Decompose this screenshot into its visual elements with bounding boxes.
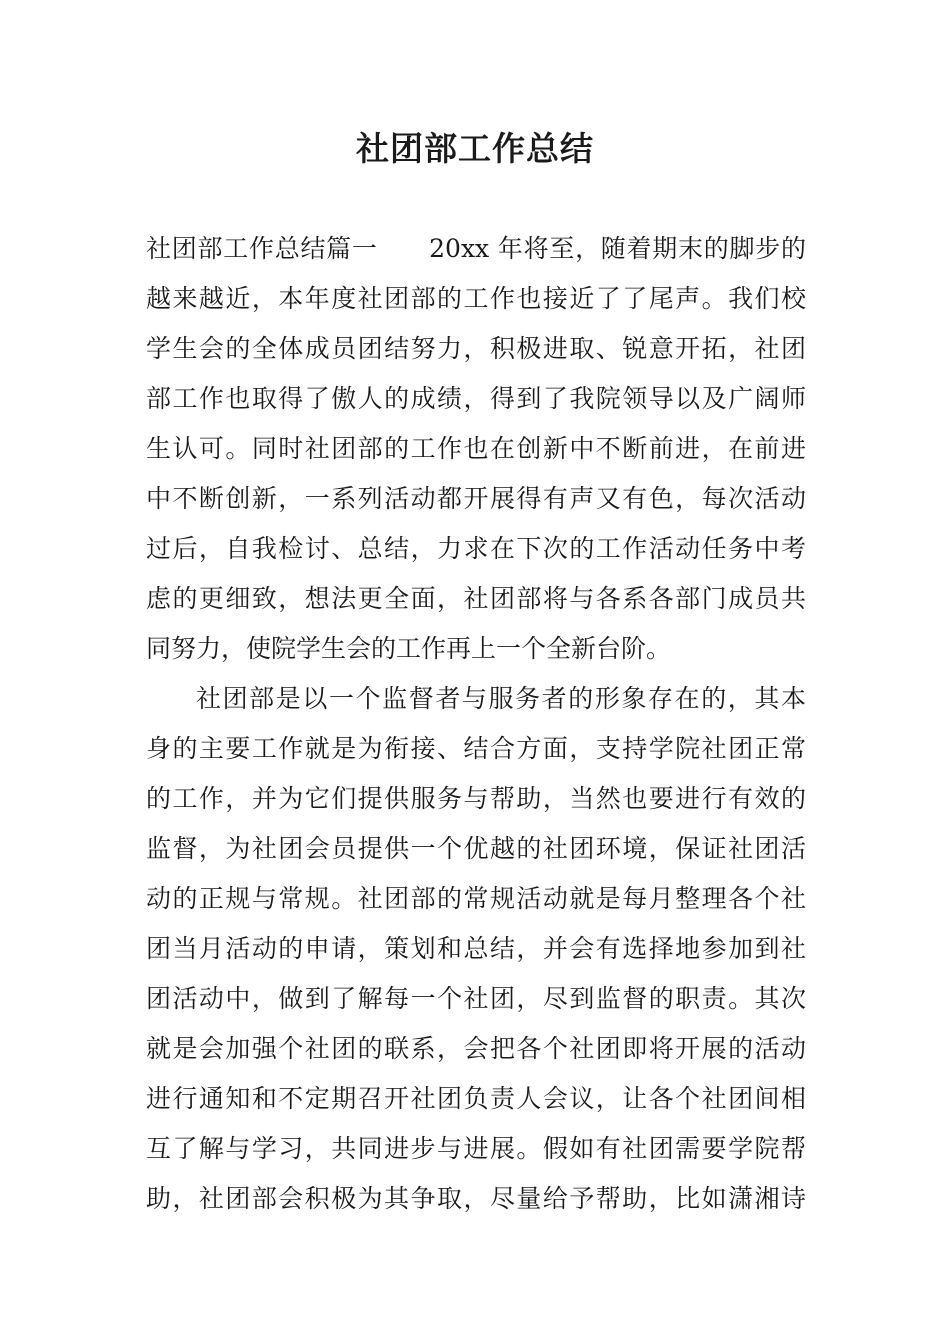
paragraph-2-line-6: 团当月活动的申请，策划和总结，并会有选择地参加到社: [146, 934, 806, 963]
paragraph-1-line-1: 社团部工作总结篇一 20xx 年将至，随着期末的脚步的: [146, 234, 806, 263]
paragraph-2-line-1: 社团部是以一个监督者与服务者的形象存在的，其本: [196, 684, 806, 713]
paragraph-1-line-5: 生认可。同时社团部的工作也在创新中不断前进，在前进: [146, 434, 806, 463]
document-body: [146, 224, 806, 1224]
paragraph-1-line-6: 中不断创新，一系列活动都开展得有声又有色，每次活动: [146, 484, 806, 513]
paragraph-1-line-8: 虑的更细致，想法更全面，社团部将与各系各部门成员共: [146, 584, 806, 613]
paragraph-2-line-2: 身的主要工作就是为衔接、结合方面，支持学院社团正常: [146, 734, 806, 763]
paragraph-1-line-3: 学生会的全体成员团结努力，积极进取、锐意开拓，社团: [146, 334, 806, 363]
paragraph-2-line-5: 动的正规与常规。社团部的常规活动就是每月整理各个社: [146, 884, 806, 913]
paragraph-2-line-7: 团活动中，做到了解每一个社团，尽到监督的职责。其次: [146, 984, 806, 1013]
paragraph-2-line-9: 进行通知和不定期召开社团负责人会议，让各个社团间相: [146, 1084, 806, 1113]
paragraph-1-line-2: 越来越近，本年度社团部的工作也接近了了尾声。我们校: [146, 284, 806, 313]
document-title: 社团部工作总结: [356, 129, 594, 168]
paragraph-2-line-4: 监督，为社团会员提供一个优越的社团环境，保证社团活: [146, 834, 806, 863]
paragraph-2-line-8: 就是会加强个社团的联系，会把各个社团即将开展的活动: [146, 1034, 806, 1063]
paragraph-2-line-11: 助，社团部会积极为其争取，尽量给予帮助，比如潇湘诗: [146, 1184, 806, 1213]
paragraph-2-line-10: 互了解与学习，共同进步与进展。假如有社团需要学院帮: [146, 1134, 806, 1163]
paragraph-1-line-7: 过后，自我检讨、总结，力求在下次的工作活动任务中考: [146, 534, 806, 563]
paragraph-1-line-9: 同努力，使院学生会的工作再上一个全新台阶。: [146, 634, 672, 663]
paragraph-2-line-3: 的工作，并为它们提供服务与帮助，当然也要进行有效的: [146, 784, 806, 813]
paragraph-1-line-4: 部工作也取得了傲人的成绩，得到了我院领导以及广阔师: [146, 384, 806, 413]
